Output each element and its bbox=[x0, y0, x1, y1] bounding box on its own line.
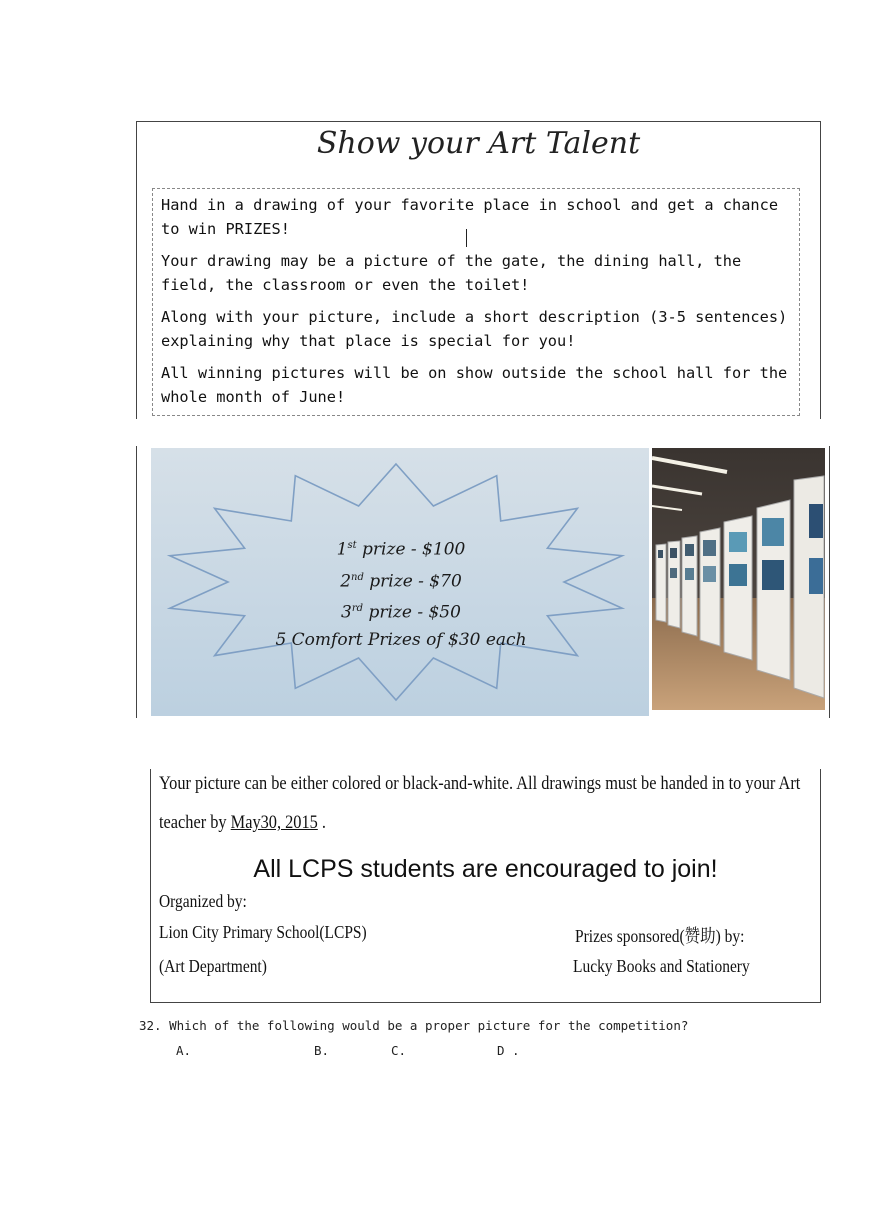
encourage-heading: All LCPS students are encouraged to join! bbox=[253, 855, 718, 883]
option-d[interactable]: D . bbox=[497, 1043, 520, 1058]
third-prize: 3rd prize - $50 bbox=[341, 602, 461, 623]
deadline-line: teacher by May30, 2015 . bbox=[159, 812, 326, 833]
organizer-label: Organized by: bbox=[159, 891, 247, 911]
instruction-paragraph: Along with your picture, include a short description (3-5 sentences) explaining why that place is special for you! bbox=[161, 308, 788, 350]
prizes-section bbox=[136, 446, 830, 718]
instruction-paragraph: Hand in a drawing of your favorite place in school and get a chance to win PRIZES! bbox=[161, 196, 779, 238]
second-prize: 2nd prize - $70 bbox=[340, 571, 462, 592]
instructions-box bbox=[152, 188, 800, 416]
text-cursor bbox=[466, 229, 467, 247]
organizer-department: (Art Department) bbox=[159, 956, 267, 976]
first-prize: 1st prize - $100 bbox=[336, 539, 466, 560]
exhibition-hall-photo bbox=[652, 448, 825, 710]
organizer-name: Lion City Primary School(LCPS) bbox=[159, 922, 367, 942]
notice-section bbox=[150, 769, 821, 1003]
question-text: 32. Which of the following would be a proper picture for the competition? bbox=[139, 1018, 689, 1033]
poster-intro-section bbox=[136, 121, 821, 419]
sponsor-label: Prizes sponsored(赞助) by: bbox=[575, 926, 745, 946]
notice-text: Your picture can be either colored or black-and-white. All drawings must be handed in to your Art bbox=[159, 773, 801, 794]
poster-title: Show your Art Talent bbox=[316, 126, 641, 161]
option-c[interactable]: C. bbox=[391, 1043, 407, 1058]
instruction-paragraph: All winning pictures will be on show outside the school hall for the whole month of June! bbox=[161, 364, 788, 406]
deadline-date: May30, 2015 bbox=[230, 812, 318, 833]
sponsor-name: Lucky Books and Stationery bbox=[573, 956, 750, 976]
prizes-panel bbox=[151, 448, 649, 716]
option-a[interactable]: A. bbox=[176, 1043, 192, 1058]
comfort-prizes: 5 Comfort Prizes of $30 each bbox=[275, 629, 527, 650]
instruction-paragraph: Your drawing may be a picture of the gate, the dining hall, the field, the classroom or even the toilet! bbox=[161, 252, 742, 294]
option-b[interactable]: B. bbox=[314, 1043, 330, 1058]
prize-list bbox=[251, 530, 551, 656]
